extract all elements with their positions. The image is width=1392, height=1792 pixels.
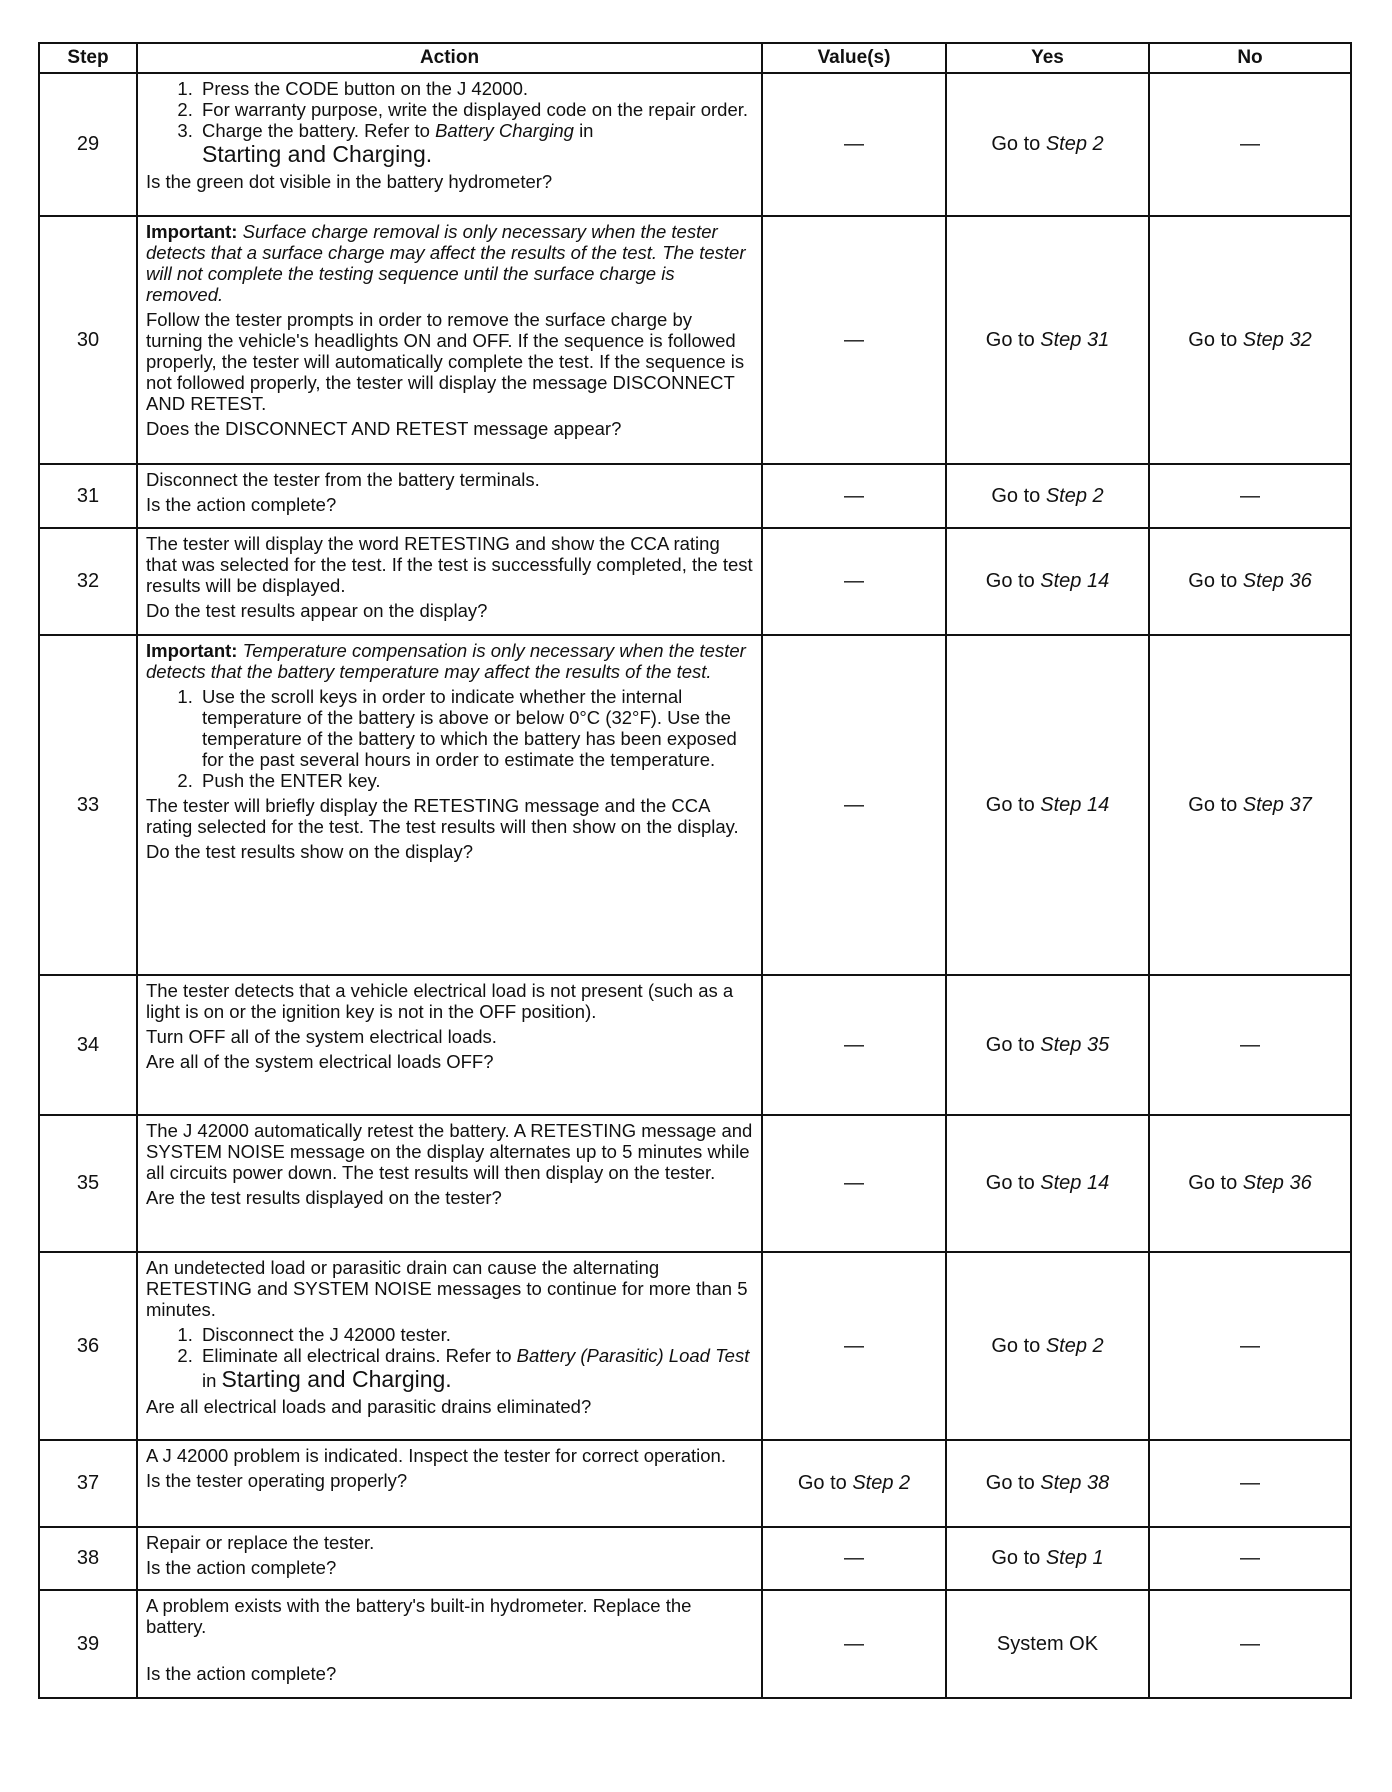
no-cell: — (1149, 1527, 1351, 1590)
goto-label: Go to (1188, 793, 1238, 816)
goto-label: Go to (1188, 328, 1238, 351)
table-row (39, 1115, 1351, 1252)
table-row (39, 975, 1351, 1115)
list-item: 1. Disconnect the J 42000 tester. (198, 1324, 753, 1345)
goto-label: Go to (991, 133, 1041, 155)
goto-label: Go to (985, 570, 1035, 592)
step-number: 35 (39, 1115, 137, 1252)
goto-label: Go to (985, 1172, 1035, 1194)
goto-step: Step 2 (1045, 1334, 1104, 1357)
header-no: No (1149, 43, 1351, 73)
yes-cell (946, 216, 1149, 464)
no-cell: — (1149, 1590, 1351, 1698)
question-text: Is the green dot visible in the battery hydrometer? (146, 171, 553, 192)
goto-label: Go to (1188, 570, 1238, 592)
list-item: 1. Press the CODE button on the J 42000. (198, 78, 753, 99)
no-cell: — (1149, 1440, 1351, 1527)
header-step: Step (39, 43, 137, 73)
item-text: in (202, 1370, 217, 1391)
action-list (146, 78, 753, 167)
question-text: Do the test results show on the display? (146, 841, 474, 862)
question-text: Is the action complete? (146, 1663, 337, 1684)
action-text: An undetected load or parasitic drain can cause the alternating RETESTING and SYSTEM NOISE messages to continue for more than 5 minutes. (146, 1257, 748, 1320)
list-item: 1. Use the scroll keys in order to indicate whether the internal temperature of the battery is above or below 0°C (32°F). Use the temperature of the battery to which the battery has been exposed for the past several hours in order to estimate the temperature. (198, 686, 753, 770)
no-cell: — (1149, 975, 1351, 1115)
goto-step: Step 14 (1040, 570, 1110, 592)
header-action: Action (137, 43, 762, 73)
table-row (39, 464, 1351, 528)
no-cell (1149, 635, 1351, 975)
yes-cell (946, 1440, 1149, 1527)
header-values: Value(s) (762, 43, 946, 73)
action-cell (137, 635, 762, 975)
action-cell (137, 975, 762, 1115)
goto-label: Go to (985, 793, 1035, 816)
action-text: The tester will briefly display the RETESTING message and the CCA rating selected for the test. The test results will then show on the display. (146, 795, 739, 837)
goto-step: Step 37 (1242, 793, 1312, 816)
goto-step: Step 2 (1045, 484, 1104, 507)
value-cell: — (762, 73, 946, 216)
goto-step: Step 31 (1040, 328, 1110, 351)
reference-link: Battery (Parasitic) Load Test (516, 1345, 750, 1366)
action-list (146, 1324, 753, 1392)
question-text: Does the DISCONNECT AND RETEST message appear? (146, 418, 622, 439)
table-row (39, 1590, 1351, 1698)
action-cell (137, 1527, 762, 1590)
table-row (39, 1440, 1351, 1527)
goto-step: Step 38 (1040, 1472, 1110, 1494)
goto-step: Step 1 (1045, 1547, 1104, 1569)
step-number: 31 (39, 464, 137, 528)
goto-label: Go to (797, 1472, 847, 1494)
list-item: 2. Push the ENTER key. (198, 770, 753, 791)
value-cell: — (762, 975, 946, 1115)
yes-cell (946, 464, 1149, 528)
step-number: 36 (39, 1252, 137, 1440)
goto-step: Step 35 (1040, 1033, 1110, 1056)
important-note (146, 221, 753, 305)
action-cell (137, 464, 762, 528)
important-note (146, 640, 753, 682)
goto-label: Go to (1188, 1172, 1238, 1194)
step-number: 37 (39, 1440, 137, 1527)
action-text: Repair or replace the tester. (146, 1532, 375, 1553)
goto-step: Step 2 (852, 1472, 911, 1494)
question-text: Is the action complete? (146, 1557, 337, 1578)
step-number: 30 (39, 216, 137, 464)
no-cell: — (1149, 73, 1351, 216)
action-text: Disconnect the tester from the battery terminals. (146, 469, 540, 490)
item-text: Eliminate all electrical drains. Refer to (202, 1345, 512, 1366)
action-text: The tester detects that a vehicle electrical load is not present (such as a light is on or the ignition key is not in the OFF position). (146, 980, 734, 1022)
yes-cell (946, 1115, 1149, 1252)
action-cell (137, 528, 762, 635)
no-cell: — (1149, 1252, 1351, 1440)
value-cell: — (762, 1252, 946, 1440)
list-item: 2. For warranty purpose, write the displayed code on the repair order. (198, 99, 753, 120)
important-label: Important: (146, 640, 238, 661)
question-text: Are all of the system electrical loads OFF? (146, 1051, 494, 1072)
value-cell: — (762, 635, 946, 975)
no-cell (1149, 1115, 1351, 1252)
list-item (198, 120, 753, 167)
question-text: Is the action complete? (146, 494, 337, 515)
no-cell (1149, 528, 1351, 635)
no-cell (1149, 216, 1351, 464)
action-text: The J 42000 automatically retest the battery. A RETESTING message and SYSTEM NOISE message on the display alternates up to 5 minutes while all circuits power down. The test results will then display on the tester. (146, 1120, 753, 1183)
value-cell: — (762, 528, 946, 635)
yes-cell (946, 975, 1149, 1115)
step-number: 38 (39, 1527, 137, 1590)
important-text: Temperature compensation is only necessary when the tester detects that the battery temperature may affect the results of the test. (146, 640, 746, 682)
table-row (39, 73, 1351, 216)
yes-cell (946, 635, 1149, 975)
action-text: Follow the tester prompts in order to remove the surface charge by turning the vehicle's headlights ON and OFF. If the sequence is followed properly, the tester will automatically complete the test. If the sequence is not followed properly, the tester will display the message DISCONNECT AND RETEST. (146, 309, 745, 414)
action-list (146, 686, 753, 791)
value-cell: — (762, 464, 946, 528)
yes-cell: System OK (946, 1590, 1149, 1698)
goto-step: Step 2 (1045, 133, 1104, 155)
action-cell (137, 1590, 762, 1698)
goto-step: Step 14 (1040, 1172, 1110, 1194)
table-row (39, 635, 1351, 975)
action-cell (137, 1115, 762, 1252)
yes-cell (946, 73, 1149, 216)
goto-label: Go to (985, 1033, 1035, 1056)
step-number: 39 (39, 1590, 137, 1698)
item-text: Charge the battery. Refer to (202, 120, 430, 141)
value-cell: — (762, 216, 946, 464)
question-text: Are the test results displayed on the tester? (146, 1187, 502, 1208)
value-cell: — (762, 1115, 946, 1252)
goto-label: Go to (991, 1547, 1041, 1569)
header-row (39, 43, 1351, 73)
value-cell: — (762, 1590, 946, 1698)
table-row (39, 1252, 1351, 1440)
table-row (39, 1527, 1351, 1590)
table-row (39, 216, 1351, 464)
table-row (39, 528, 1351, 635)
goto-label: Go to (991, 484, 1041, 507)
action-cell (137, 216, 762, 464)
question-text: Are all electrical loads and parasitic drains eliminated? (146, 1396, 592, 1417)
action-cell (137, 73, 762, 216)
goto-step: Step 36 (1242, 1172, 1312, 1194)
action-text: A J 42000 problem is indicated. Inspect the tester for correct operation. (146, 1445, 726, 1466)
list-item (198, 1345, 753, 1392)
header-yes: Yes (946, 43, 1149, 73)
yes-cell (946, 1252, 1149, 1440)
important-label: Important: (146, 221, 238, 242)
value-cell (762, 1440, 946, 1527)
action-text: The tester will display the word RETESTING and show the CCA rating that was selected for the test. If the test is successfully completed, the test results will be displayed. (146, 533, 753, 596)
question-text: Do the test results appear on the display? (146, 600, 488, 621)
spacer (146, 1641, 753, 1663)
yes-cell (946, 1527, 1149, 1590)
step-number: 29 (39, 73, 137, 216)
diagnostic-table (38, 42, 1352, 1699)
action-text: A problem exists with the battery's built-in hydrometer. Replace the battery. (146, 1595, 692, 1637)
reference-section: Starting and Charging. (202, 141, 433, 167)
reference-link: Battery Charging (435, 120, 574, 141)
goto-label: Go to (985, 328, 1035, 351)
goto-step: Step 36 (1242, 570, 1312, 592)
reference-section: Starting and Charging. (221, 1366, 452, 1392)
step-number: 33 (39, 635, 137, 975)
step-number: 34 (39, 975, 137, 1115)
important-text: Surface charge removal is only necessary when the tester detects that a surface charge may affect the results of the test. The tester will not complete the testing sequence until the surface charge is removed. (146, 221, 746, 305)
yes-cell (946, 528, 1149, 635)
action-text: Turn OFF all of the system electrical loads. (146, 1026, 497, 1047)
no-cell: — (1149, 464, 1351, 528)
item-text: in (579, 120, 594, 141)
step-number: 32 (39, 528, 137, 635)
action-cell (137, 1252, 762, 1440)
goto-label: Go to (991, 1334, 1041, 1357)
question-text: Is the tester operating properly? (146, 1470, 408, 1491)
value-cell: — (762, 1527, 946, 1590)
action-cell (137, 1440, 762, 1527)
goto-step: Step 14 (1040, 793, 1110, 816)
goto-step: Step 32 (1242, 328, 1312, 351)
goto-label: Go to (985, 1472, 1035, 1494)
